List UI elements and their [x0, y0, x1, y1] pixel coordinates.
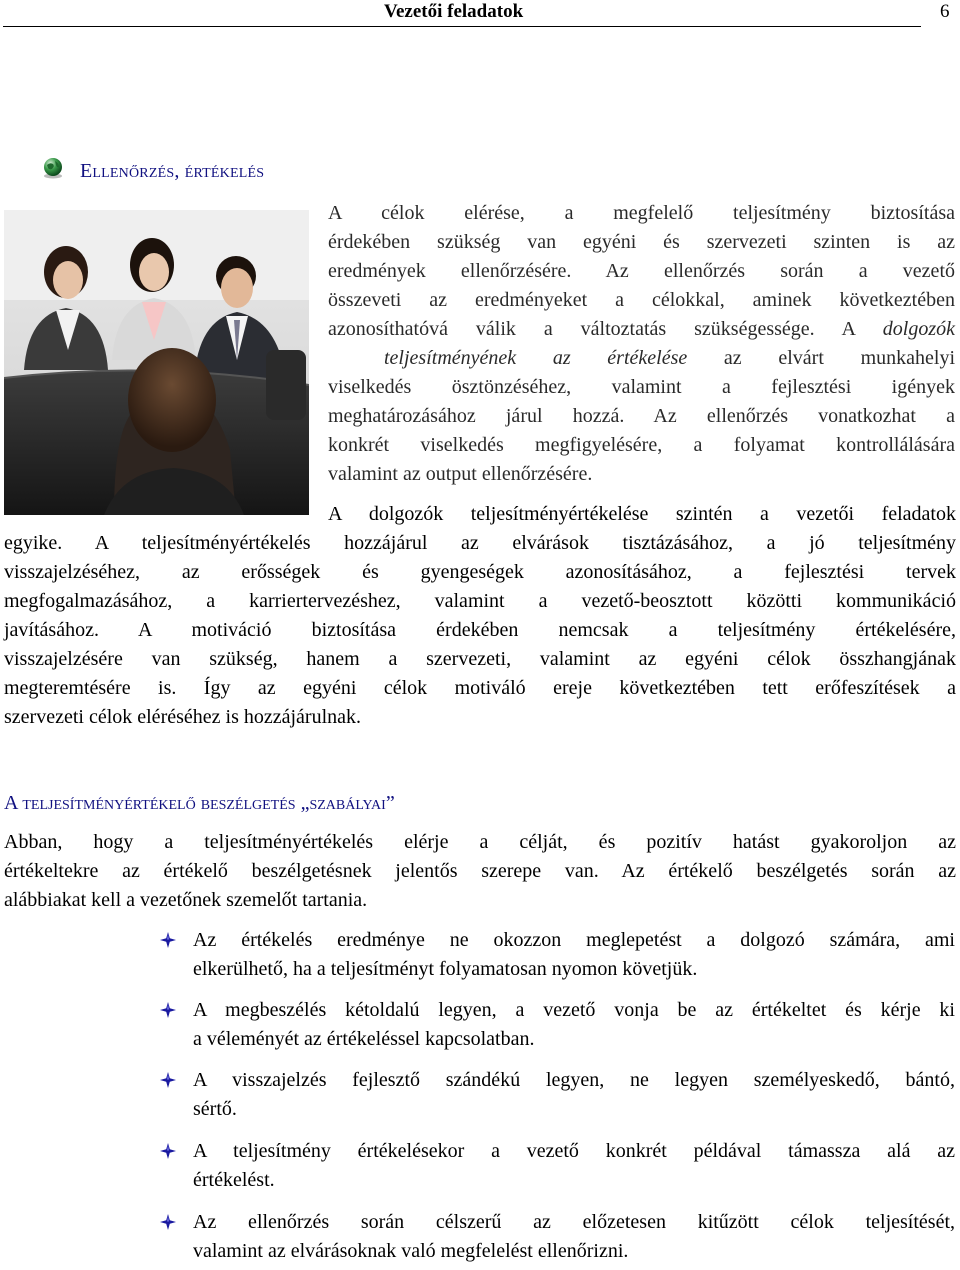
- list-item-text: [193, 1208, 955, 1266]
- text-line: Abban, hogy a teljesítményértékelés elérje a célját, és pozitív hatást gyakoroljon az: [4, 831, 956, 853]
- text-line: Az értékelés eredménye ne okozzon meglepetést a dolgozó számára, ami: [193, 929, 955, 951]
- text-line: A teljesítmény értékelésekor a vezető konkrét példával támassza alá az: [193, 1140, 955, 1162]
- text-line: A megbeszélés kétoldalú legyen, a vezető vonja be az értékeltet és kérje ki: [193, 999, 955, 1021]
- text-line: alábbiakat kell a vezetőnek szemelőt tartania.: [4, 889, 368, 911]
- diamond-bullet-icon: [159, 1001, 177, 1019]
- text-line: konkrét viselkedés megfigyelésére, a folyamat kontrollálására: [328, 434, 955, 456]
- diamond-bullet-icon: [159, 931, 177, 949]
- text-line: A visszajelzés fejlesztő szándékú legyen, ne legyen személyeskedő, bántó,: [193, 1069, 955, 1091]
- diamond-bullet-icon: [159, 1142, 177, 1160]
- header-title: Vezetői feladatok: [384, 1, 524, 22]
- page-number: 6: [940, 1, 950, 22]
- text-line: meghatározásához járul hozzá. Az ellenőrzés vonatkozhat a: [328, 405, 955, 427]
- text-line: visszajelzésére van szükség, hanem a szervezeti, valamint az egyéni célok összhangjának: [4, 648, 956, 670]
- emphasis-text: teljesítményének az értékelése: [384, 347, 688, 369]
- text-line: A dolgozók teljesítményértékelése szintén a vezetői feladatok: [328, 503, 956, 525]
- text-line: érdekében szükség van egyéni és szervezeti szinten is az: [328, 231, 955, 253]
- text-line: a véleményét az értékeléssel kapcsolatban.: [193, 1028, 535, 1050]
- text-line: viselkedés ösztönzéséhez, valamint a fejlesztési igények: [328, 376, 955, 398]
- text-line: javításához. A motiváció biztosítása érdekében nemcsak a teljesítmény értékelésére,: [4, 619, 956, 641]
- page-header: [0, 0, 960, 30]
- text-fragment: azonosíthatóvá válik a változtatás szükségessége. A: [328, 318, 883, 340]
- text-line: [328, 315, 955, 344]
- emphasis-text: dolgozók: [882, 318, 955, 340]
- text-line: egyike. A teljesítményértékelés hozzájárul az elvárások tisztázásához, a jó teljesítmény: [4, 532, 956, 554]
- diamond-bullet-icon: [159, 1213, 177, 1231]
- text-line: [328, 344, 955, 373]
- paragraph-intro: [328, 199, 955, 489]
- text-line: eredmények ellenőrzésére. Az ellenőrzés során a vezető: [328, 260, 955, 282]
- text-line: megfogalmazásához, a karriertervezéshez, valamint a vezető-beosztott közötti kommunikáció: [4, 590, 956, 612]
- paragraph-evaluation: [4, 500, 956, 732]
- text-line: valamint az output ellenőrzésére.: [328, 463, 593, 485]
- meeting-photo: [4, 210, 309, 515]
- list-item-text: [193, 1137, 955, 1195]
- text-line: megteremtésére is. Így az egyéni célok motiváló ereje következtében tett erőfeszítések a: [4, 677, 956, 699]
- list-item-text: [193, 926, 955, 984]
- text-line: visszajelzéséhez, az erősségek és gyengeségek azonosításához, a fejlesztési tervek: [4, 561, 956, 583]
- text-line: Az ellenőrzés során célszerű az előzetesen kitűzött célok teljesítését,: [193, 1211, 955, 1233]
- diamond-bullet-icon: [159, 1071, 177, 1089]
- header-divider: [3, 26, 921, 27]
- list-item-text: [193, 996, 955, 1054]
- globe-icon: [41, 156, 65, 180]
- text-line: összeveti az eredményeket a célokkal, aminek következtében: [328, 289, 955, 311]
- text-line: valamint az elvárásoknak való megfelelést ellenőrizni.: [193, 1240, 629, 1262]
- section-heading-ellenorzes: Ellenőrzés, értékelés: [80, 160, 265, 182]
- text-line: értékelést.: [193, 1169, 275, 1191]
- text-line: értékeltekre az értékelő beszélgetésnek jelentős szerepe van. Az értékelő beszélgetés során az: [4, 860, 956, 882]
- paragraph-rules-intro: [4, 828, 956, 915]
- text-fragment: az elvárt munkahelyi: [687, 347, 955, 369]
- text-line: szervezeti célok eléréséhez is hozzájárulnak.: [4, 706, 362, 728]
- list-item-text: [193, 1066, 955, 1124]
- text-line: A célok elérése, a megfelelő teljesítmény biztosítása: [328, 202, 955, 224]
- section-heading-szabalyai: A teljesítményértékelő beszélgetés „szabályai”: [4, 792, 395, 814]
- text-line: elkerülhető, ha a teljesítményt folyamatosan nyomon követjük.: [193, 958, 698, 980]
- text-line: sértő.: [193, 1098, 237, 1120]
